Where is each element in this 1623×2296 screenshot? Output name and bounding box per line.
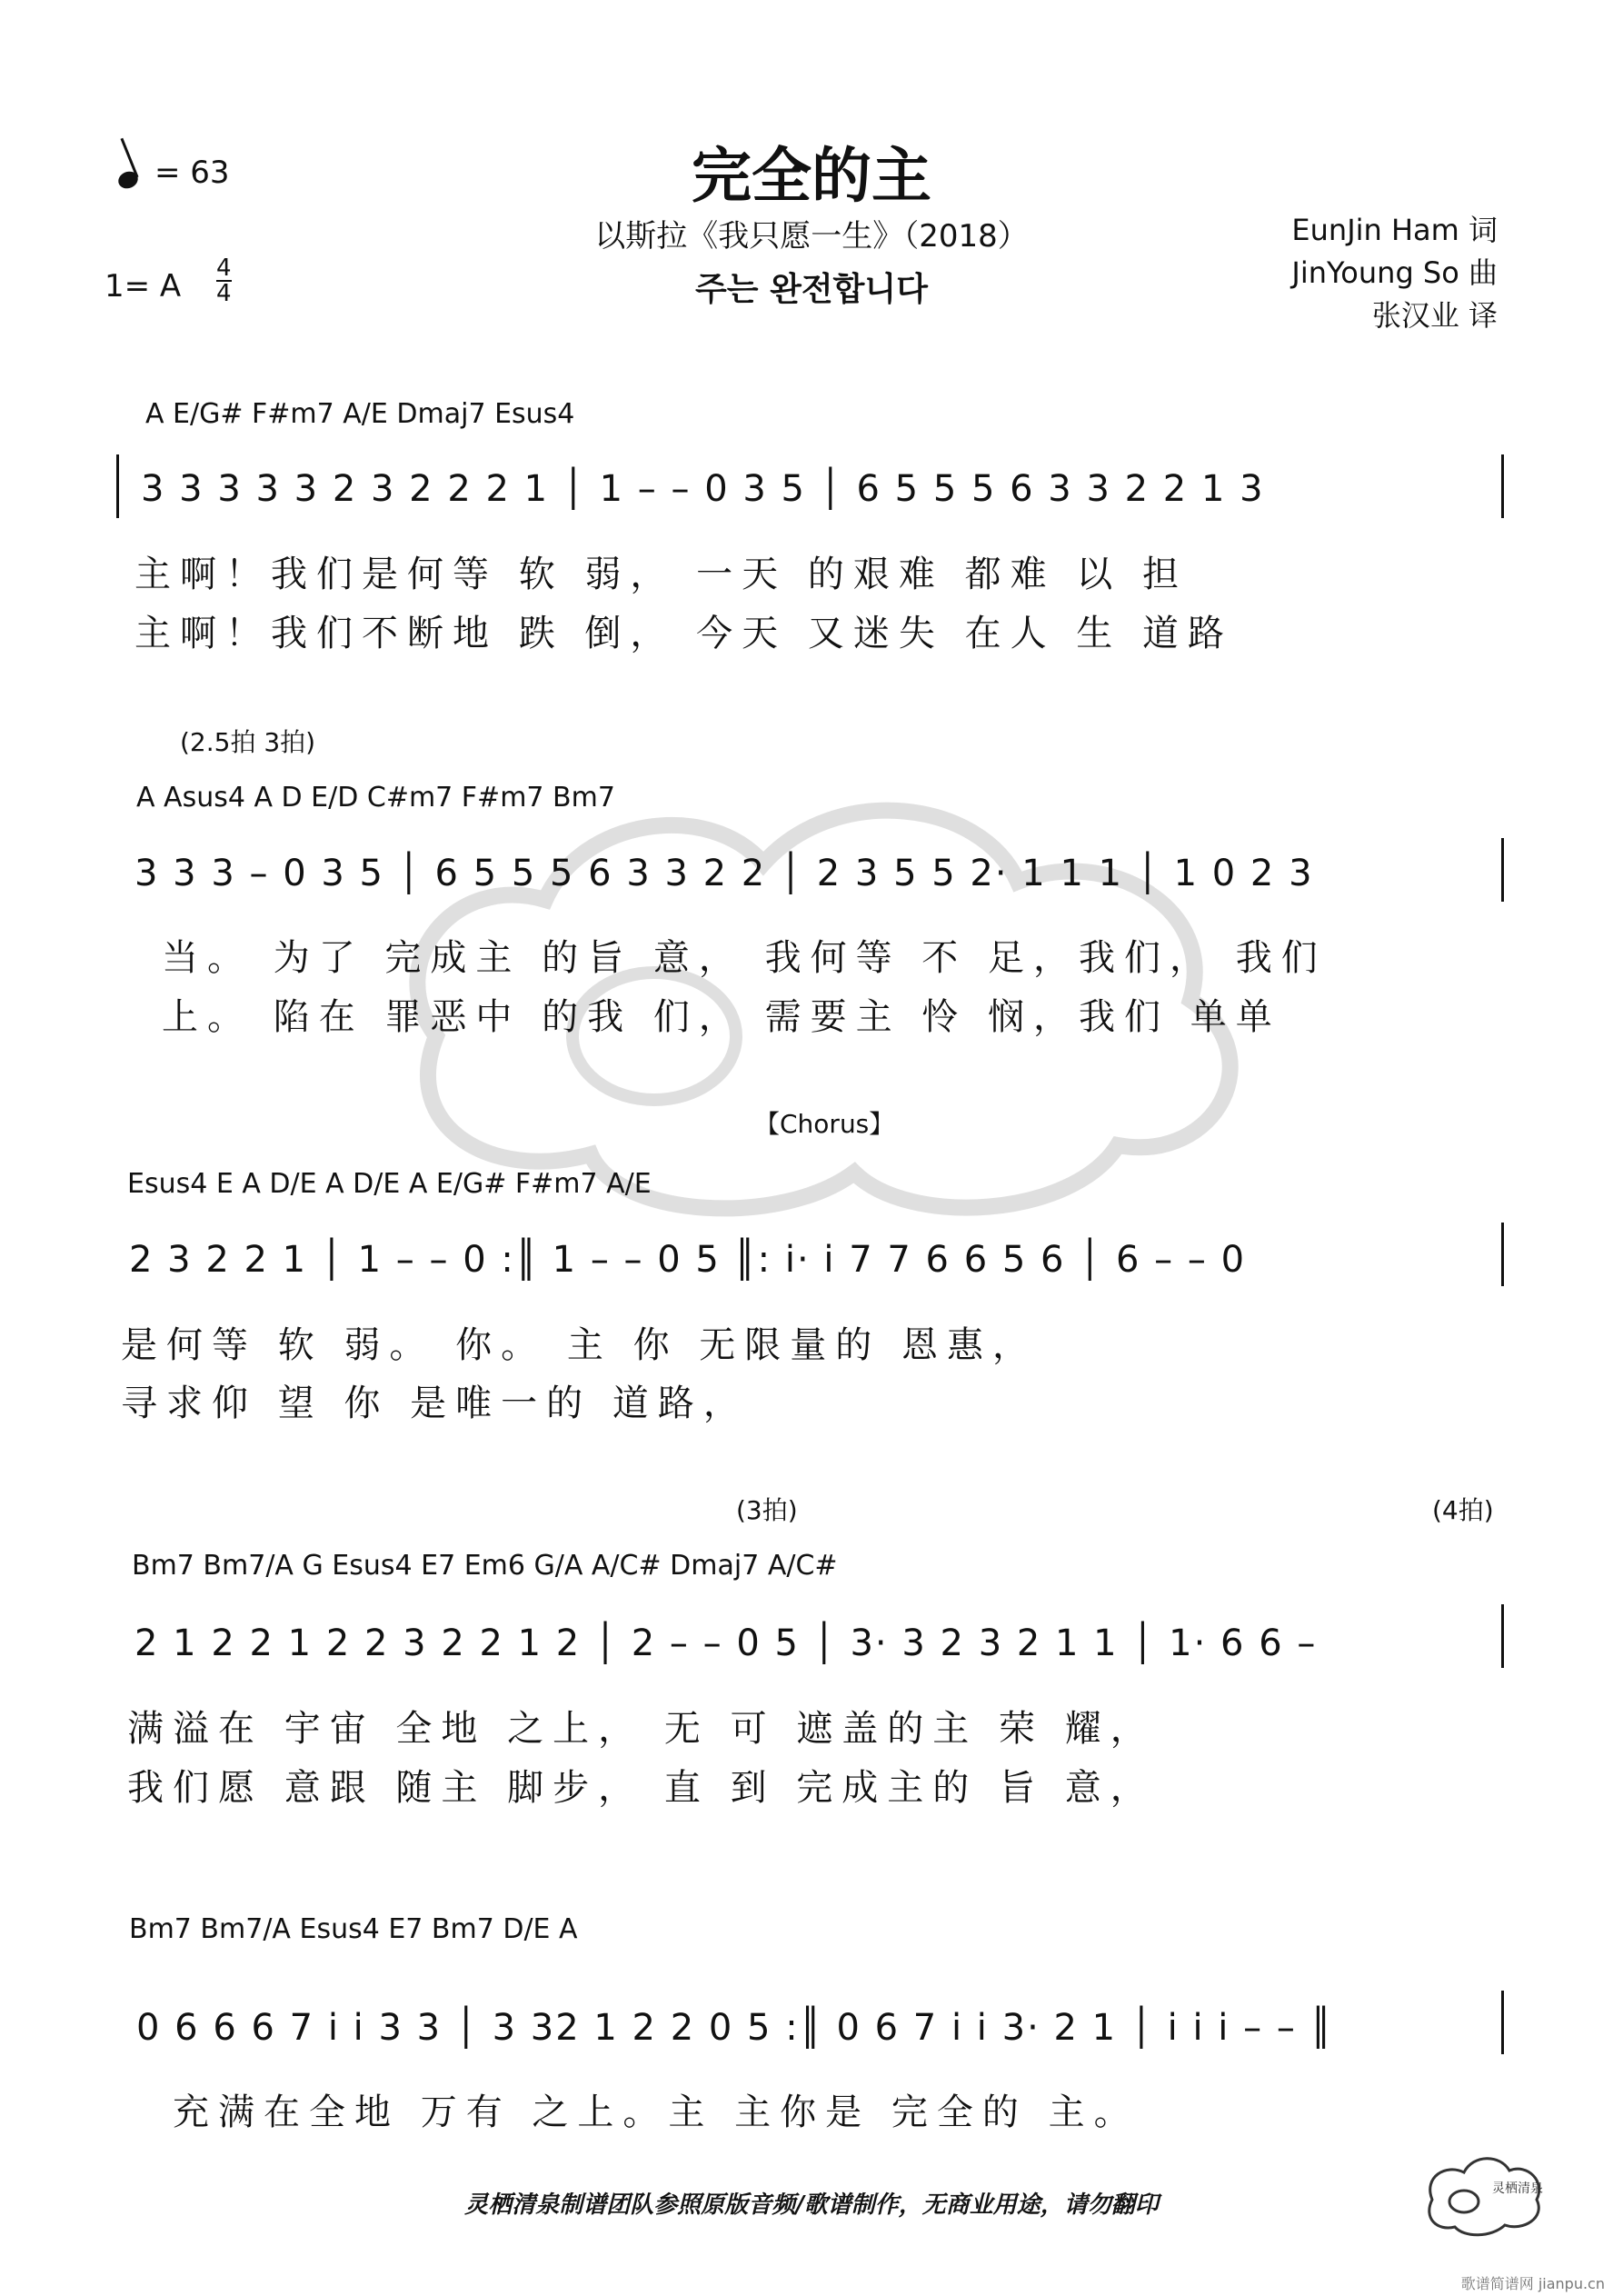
chord-line: A E/G# F#m7 A/E Dmaj7 Esus4 (145, 398, 575, 430)
korean-title: 주는 완전합니다 (695, 271, 928, 308)
beat-note: (4拍) (1432, 1495, 1494, 1525)
barline (116, 454, 119, 518)
chord-line: Bm7 Bm7/A G Esus4 E7 Em6 G/A A/C# Dmaj7 A/C# (132, 1550, 838, 1582)
sheep-logo-icon (1414, 2136, 1550, 2245)
beat-note: (3拍) (736, 1495, 798, 1525)
lyrics-verse-2: 上。 陷在 罪恶中 的我 们， 需要主 怜 悯，我们 单单 (162, 996, 1281, 1038)
barline (1501, 1604, 1504, 1668)
copyright-footer: 灵栖清泉制谱团队参照原版音频/歌谱制作，无商业用途，请勿翻印 (464, 2191, 1159, 2219)
lyrics-verse-1: 充满在全地 万有 之上。主 主你是 完全的 主。 (173, 2091, 1140, 2133)
song-subtitle: 以斯拉《我只愿一生》（2018） (594, 218, 1029, 255)
tempo-value: = 63 (154, 155, 230, 191)
song-title: 完全的主 (692, 141, 931, 211)
notation-line: 3 3 3 3 3 2 3 2 2 2 1 │ 1 – – 0 3 5 │ 6 5 5 5 6 3 3 2 2 1 3 (141, 468, 1265, 510)
lyrics-verse-2: 寻求仰 望 你 是唯一的 道路， (121, 1383, 749, 1424)
notation-line: 2 1 2 2 1 2 2 3 2 2 1 2 │ 2 – – 0 5 │ 3· 3 2 3 2 1 1 │ 1· 6 6 – (134, 1622, 1318, 1664)
notation-line: 0 6 6 6 7 i i 3 3 │ 3 32 1 2 2 0 5 :║ 0 6 7 i i 3· 2 1 │ i i i – – ║ (136, 2007, 1334, 2049)
lyrics-verse-2: 主啊！我们不断地 跌 倒， 今天 又迷失 在人 生 道路 (134, 613, 1234, 654)
time-signature-bottom: 4 (216, 280, 232, 307)
lyrics-verse-1: 主啊！我们是何等 软 弱， 一天 的艰难 都难 以 担 (134, 554, 1189, 595)
lyrics-verse-2: 我们愿 意跟 随主 脚步， 直 到 完成主的 旨 意， (127, 1767, 1156, 1809)
chord-line: A Asus4 A D E/D C#m7 F#m7 Bm7 (136, 782, 615, 814)
chord-line: Esus4 E A D/E A D/E A E/G# F#m7 A/E (127, 1168, 652, 1200)
lyricist-credit: EunJin Ham 词 (1291, 213, 1498, 247)
key-signature: 1= A (105, 268, 182, 304)
lyrics-verse-1: 当。 为了 完成主 的旨 意， 我何等 不 足，我们， 我们 (162, 937, 1327, 979)
credits (1291, 209, 1498, 337)
time-signature-top: 4 (216, 255, 232, 282)
lyrics-verse-1: 满溢在 宇宙 全地 之上， 无 可 遮盖的主 荣 耀， (127, 1708, 1156, 1750)
composer-credit: JinYoung So 曲 (1291, 255, 1498, 290)
barline (1501, 454, 1504, 518)
barline (1501, 1223, 1504, 1286)
notation-line: 3 3 3 – 0 3 5 │ 6 5 5 5 6 3 3 2 2 │ 2 3 5 5 2· 1 1 1 │ 1 0 2 3 (134, 853, 1314, 894)
chorus-marker: 【Chorus】 (754, 1109, 895, 1139)
barline (1501, 838, 1504, 902)
translator-credit: 张汉业 译 (1371, 298, 1498, 333)
site-watermark: 歌谱简谱网 jianpu.cn (1460, 2275, 1605, 2292)
notation-line: 2 3 2 2 1 │ 1 – – 0 :║ 1 – – 0 5 ║: i· i 7 7 6 6 5 6 │ 6 – – 0 (129, 1239, 1247, 1281)
lyrics-verse-1: 是何等 软 弱。 你。 主 你 无限量的 恩惠， (121, 1324, 1039, 1366)
logo-text: 灵栖清泉 (1492, 2181, 1543, 2196)
beat-note: (2.5拍 3拍) (180, 727, 316, 757)
barline (1501, 1991, 1504, 2054)
chord-line: Bm7 Bm7/A Esus4 E7 Bm7 D/E A (129, 1913, 578, 1945)
